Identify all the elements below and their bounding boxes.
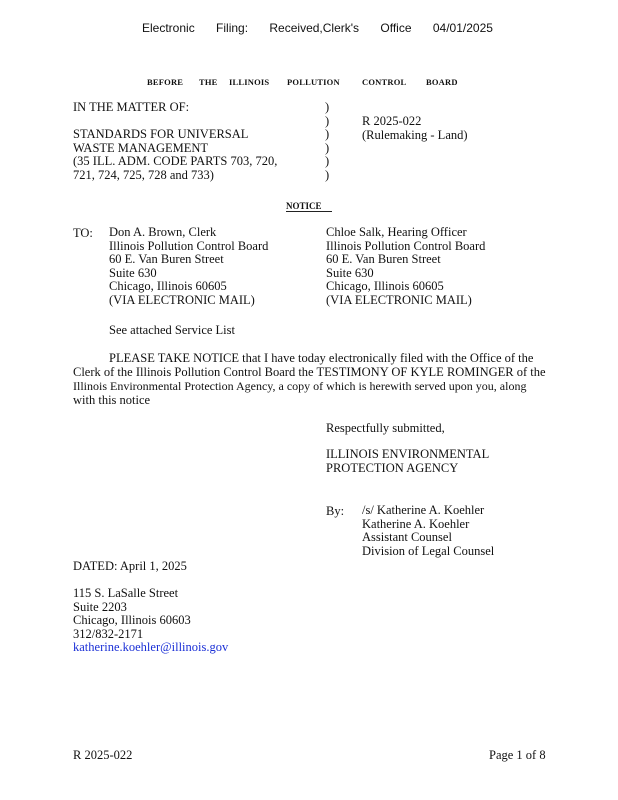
address-phone: 312/832-2171 [73, 626, 144, 641]
board-title-word: ILLINOIS [229, 77, 270, 87]
recipient-org: Illinois Pollution Control Board [326, 238, 486, 253]
body-line: Clerk of the Illinois Pollution Control Board the TESTIMONY OF KYLE ROMINGER of the [73, 365, 546, 379]
notice-underline [286, 211, 332, 212]
filing-header-word: Received,Clerk's [269, 21, 360, 35]
recipient-via: (VIA ELECTRONIC MAIL) [109, 292, 255, 307]
case-number: R 2025-022 [362, 114, 422, 128]
matter-caption [73, 101, 277, 183]
closing-respectfully: Respectfully submitted, [326, 421, 445, 435]
matter-line: 721, 724, 725, 728 and 733) [73, 167, 214, 182]
recipient-street: 60 E. Van Buren Street [109, 252, 224, 267]
recipient-suite: Suite 630 [326, 265, 374, 280]
filing-header-word: Office [380, 21, 412, 35]
address-street: 115 S. LaSalle Street [73, 586, 179, 600]
board-title-word: THE [199, 77, 218, 87]
case-info [362, 115, 468, 142]
agency-line: ILLINOIS ENVIRONMENTAL [326, 447, 490, 461]
service-list-note: See attached Service List [109, 323, 235, 337]
signer-division: Division of Legal Counsel [362, 543, 495, 558]
matter-line [73, 115, 277, 129]
recipient-clerk [109, 226, 268, 308]
board-title-word: BEFORE [147, 77, 184, 87]
recipient-name: Chloe Salk, Hearing Officer [326, 225, 467, 239]
address-block [73, 587, 228, 655]
dated-line: DATED: April 1, 2025 [73, 559, 187, 573]
board-title-word: POLLUTION [287, 77, 340, 87]
body-line: Illinois Environmental Protection Agency, a copy of which is herewith served upon you, along [73, 379, 527, 393]
signature: /s/ Katherine A. Koehler [362, 503, 485, 517]
paren: ) [325, 113, 330, 128]
matter-line: IN THE MATTER OF: [73, 100, 190, 114]
filing-date: 04/01/2025 [432, 21, 493, 35]
board-title-word: CONTROL [362, 77, 407, 87]
matter-line: STANDARDS FOR UNIVERSAL [73, 127, 249, 142]
notice-title: NOTICE [286, 201, 322, 211]
to-label: TO: [73, 226, 93, 240]
signer-title: Assistant Counsel [362, 530, 452, 545]
matter-line: (35 ILL. ADM. CODE PARTS 703, 720, [73, 154, 278, 169]
paren: ) [325, 154, 330, 169]
recipient-org: Illinois Pollution Control Board [109, 238, 269, 253]
paren: ) [325, 100, 330, 114]
address-suite: Suite 2203 [73, 599, 127, 614]
footer-page-number: Page 1 of 8 [489, 748, 546, 762]
filing-header-word: Electronic [142, 21, 195, 35]
body-line: with this notice [73, 393, 151, 407]
recipient-hearing-officer [326, 226, 485, 308]
recipient-suite: Suite 630 [109, 265, 157, 280]
filing-header [142, 21, 511, 35]
recipient-city: Chicago, Illinois 60605 [326, 279, 444, 294]
board-title-word: BOARD [426, 77, 458, 87]
recipient-street: 60 E. Van Buren Street [326, 252, 441, 267]
paren: ) [325, 167, 330, 182]
agency-block [326, 448, 489, 475]
email-link[interactable]: katherine.koehler@illinois.gov [73, 640, 229, 655]
recipient-name: Don A. Brown, Clerk [109, 225, 217, 239]
body-line: PLEASE TAKE NOTICE that I have today electronically filed with the Office of the [109, 351, 534, 365]
paren: ) [325, 127, 330, 142]
address-city: Chicago, Illinois 60603 [73, 613, 191, 628]
recipient-via: (VIA ELECTRONIC MAIL) [326, 292, 472, 307]
filing-header-word: Filing: [216, 21, 249, 35]
recipient-city: Chicago, Illinois 60605 [109, 279, 227, 294]
signature-block [362, 504, 494, 558]
case-type: (Rulemaking - Land) [362, 127, 468, 142]
agency-line: PROTECTION AGENCY [326, 460, 459, 475]
paren: ) [325, 140, 330, 155]
caption-parentheses [325, 101, 329, 183]
matter-line: WASTE MANAGEMENT [73, 140, 209, 155]
signer-name: Katherine A. Koehler [362, 516, 470, 531]
footer-case-number: R 2025-022 [73, 748, 133, 762]
by-label: By: [326, 504, 345, 518]
